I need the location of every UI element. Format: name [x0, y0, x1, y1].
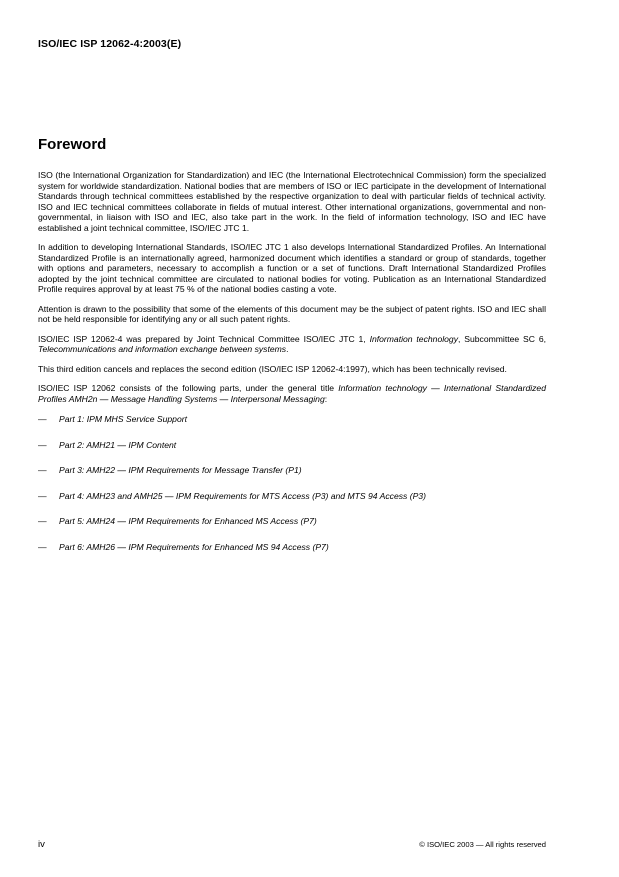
paragraph-standardization-system: ISO (the International Organization for Standardization) and IEC (the International Electrotechnical Commission) form the specialized system for worldwide standardization. National bodies that are members of ISO or IEC participate in the development of International Standards through technical committees established by the respective organization to deal with particular fields of technical activity. ISO and IEC technical committees collaborate in fields of mutual interest. Other international organizations, governmental and non-governmental, in liaison with ISO and IEC, also take part in the work. In the field of information technology, ISO and IEC have established a joint technical committee, ISO/IEC JTC 1.: [38, 170, 546, 233]
subcommittee-title: Telecommunications and information exchange between systems: [38, 344, 287, 354]
paragraph-standardized-profiles: In addition to developing International Standards, ISO/IEC JTC 1 also develops International Standardized Profiles. An International Standardized Profile is an internationally agreed, harmonized document which identifies a standard or group of standards, together with options and parameters, necessary to accomplish a function or a set of functions. Draft International Standardized Profiles adopted by the joint technical committee are circulated to national bodies for voting. Publication as an International Standardized Profile requires approval by at least 75 % of the national bodies casting a vote.: [38, 242, 546, 294]
general-title: Information technology — International Standardized Profiles AMH2n — Message Handling Systems — Interpersonal Messaging: [38, 383, 546, 404]
list-item: [38, 491, 546, 517]
document-id-header: ISO/IEC ISP 12062-4:2003(E): [38, 38, 182, 50]
list-dash: —: [38, 414, 47, 424]
page-number: iv: [38, 839, 45, 850]
list-dash: —: [38, 439, 47, 450]
list-item-text: Part 6: AMH26 — IPM Requirements for Enhanced MS 94 Access (P7): [59, 541, 329, 552]
prepared-by-end: .: [286, 344, 289, 354]
list-item-text: Part 3: AMH22 — IPM Requirements for Message Transfer (P1): [59, 465, 302, 476]
list-dash: —: [38, 516, 47, 527]
page-title: Foreword: [38, 136, 107, 153]
prepared-by-text: ISO/IEC ISP 12062-4 was prepared by Joint Technical Committee ISO/IEC JTC 1,: [38, 333, 370, 344]
list-dash: —: [38, 541, 47, 552]
list-item-text: Part 2: AMH21 — IPM Content: [59, 439, 177, 450]
parts-intro-text: ISO/IEC ISP 12062 consists of the following parts, under the general title: [38, 383, 339, 393]
parts-intro-end: :: [324, 393, 328, 404]
prepared-by-text-2: , Subcommittee SC 6,: [458, 333, 546, 344]
list-item-text: Part 5: AMH24 — IPM Requirements for Enhanced MS Access (P7): [59, 516, 317, 527]
parts-list: [38, 414, 546, 568]
paragraph-edition-note: This third edition cancels and replaces the second edition (ISO/IEC ISP 12062-4:1997), which has been technically revised.: [38, 363, 507, 374]
list-item-text: Part 4: AMH23 and AMH25 — IPM Requirements for MTS Access (P3) and MTS 94 Access (P3): [59, 490, 426, 501]
list-item: [38, 465, 546, 491]
list-item: [38, 414, 546, 440]
list-item-text: Part 1: IPM MHS Service Support: [59, 414, 187, 424]
paragraph-prepared-by: [38, 334, 546, 355]
copyright-notice: © ISO/IEC 2003 — All rights reserved: [419, 840, 546, 849]
list-item: [38, 440, 546, 466]
foreword-body: [38, 170, 546, 568]
list-dash: —: [38, 465, 47, 476]
paragraph-parts-intro: [38, 383, 546, 404]
paragraph-patent-notice: Attention is drawn to the possibility that some of the elements of this document may be the subject of patent rights. ISO and IEC shall not be held responsible for identifying any or all such patent rights.: [38, 303, 546, 324]
list-item: [38, 542, 546, 568]
committee-title: Information technology: [369, 333, 458, 344]
list-item: [38, 516, 546, 542]
list-dash: —: [38, 490, 47, 501]
